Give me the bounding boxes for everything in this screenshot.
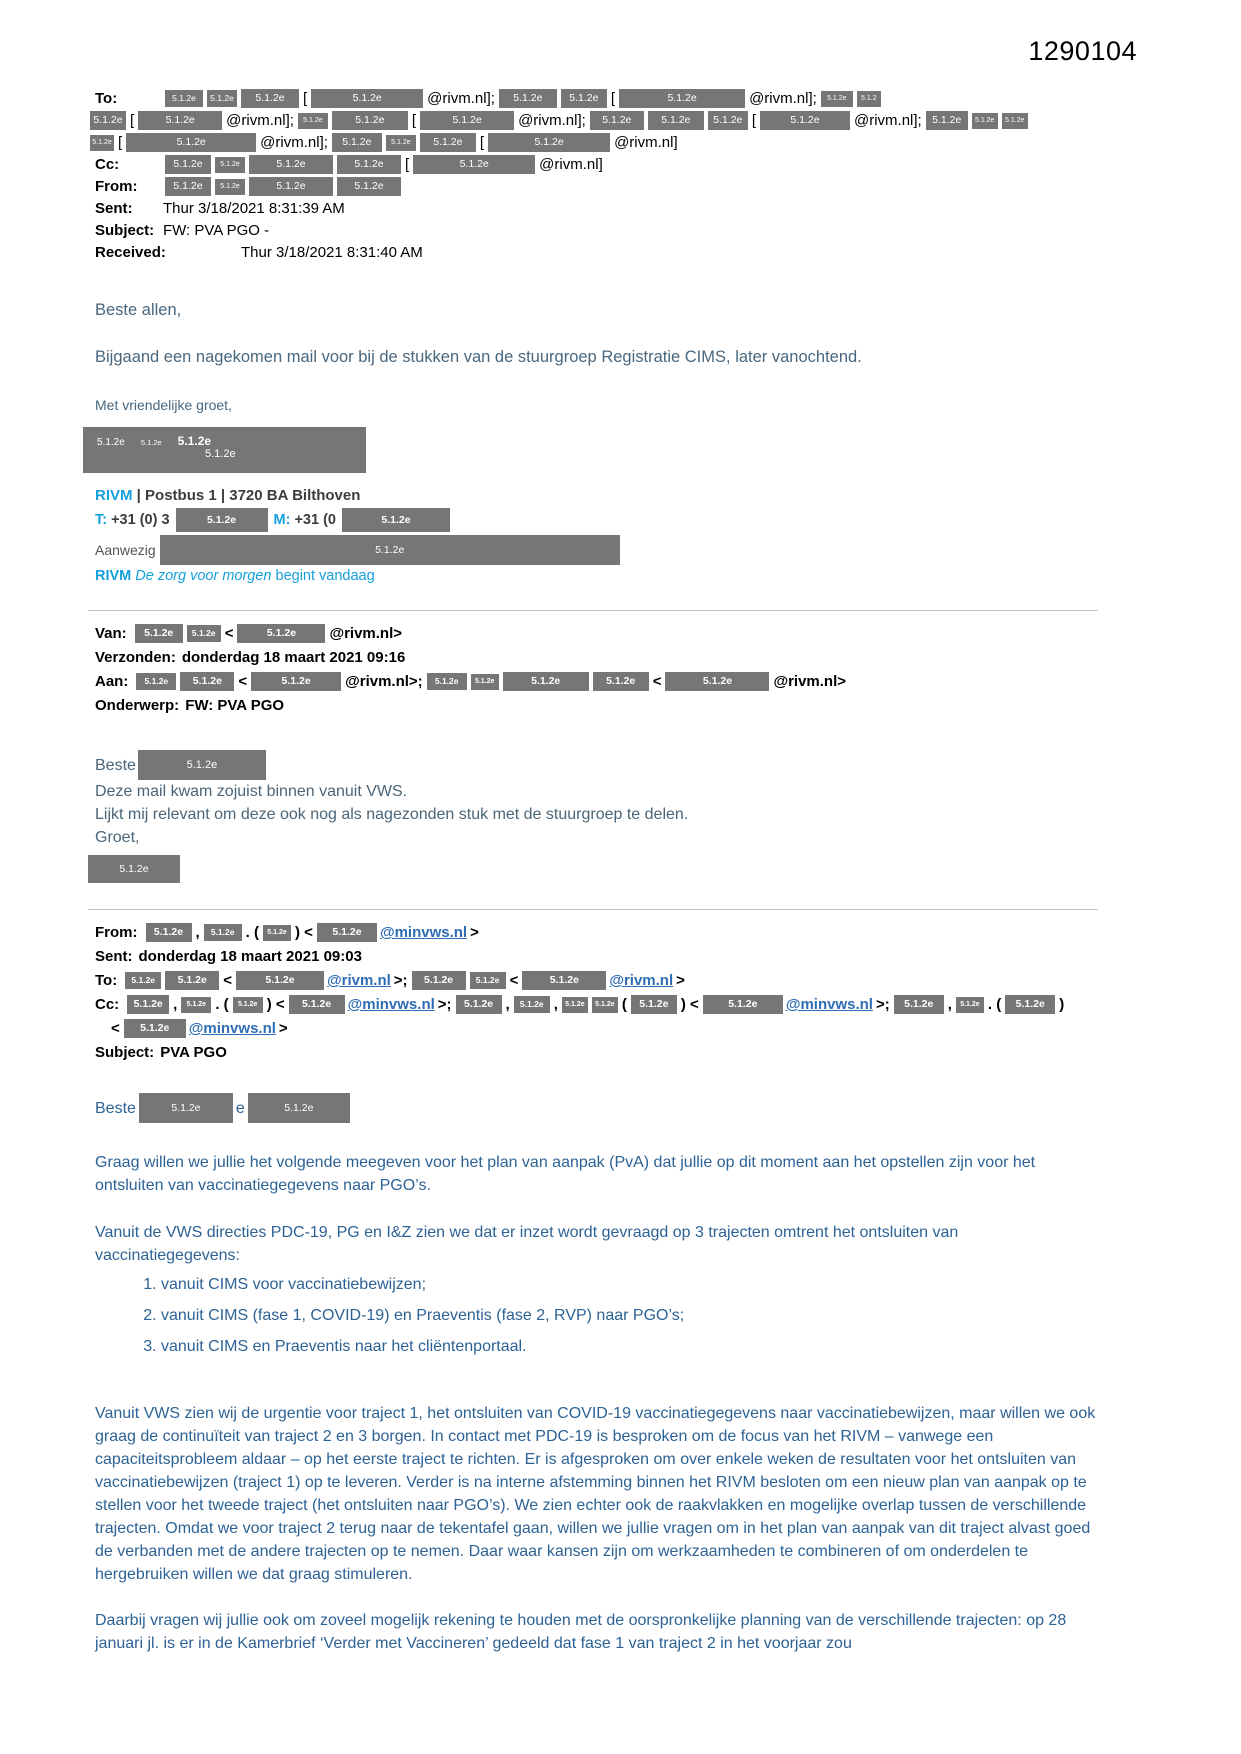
- header-row-to: [95, 970, 1181, 991]
- header-text: @rivm.nl];: [749, 90, 817, 107]
- redaction-chip: 5.1.2e: [165, 971, 219, 990]
- header-text: <: [238, 673, 248, 690]
- redaction-chip: 5.1.2e: [332, 111, 408, 130]
- header-row-to-cont: [88, 132, 1181, 153]
- email-address-link[interactable]: @minvws.nl: [379, 924, 468, 941]
- header-text: [: [118, 134, 123, 151]
- header-text: >;: [437, 996, 452, 1013]
- header-text: ): [1059, 996, 1065, 1013]
- redaction-chip-signature: 5.1.2e: [88, 855, 180, 883]
- redaction-chip: 5.1.2e: [135, 624, 183, 643]
- redaction-label: 5.1.2e: [140, 438, 162, 447]
- redaction-chip: 5.1.2e: [180, 672, 234, 691]
- header-row-sent: [95, 946, 1181, 967]
- redaction-chip: 5.1.2e: [136, 673, 176, 690]
- redaction-chip: 5.1.2e: [337, 155, 401, 174]
- header-text: @rivm.nl];: [260, 134, 328, 151]
- redaction-chip: 5.1.2e: [237, 624, 325, 643]
- email-address-link[interactable]: @minvws.nl: [785, 996, 873, 1013]
- redaction-chip: 5.1.2e: [165, 90, 203, 107]
- redaction-chip: 5.1.2e: [127, 995, 169, 1014]
- email2-closing: Groet,: [95, 829, 140, 846]
- header-row-cc: [95, 154, 1181, 175]
- redaction-chip: 5.1.2e: [181, 997, 211, 1013]
- email3-paragraph: Daarbij vragen wij jullie ook om zoveel mogelijk rekening te houden met de oorspronkelijke planning van de verschillende trajecten: op 28 januari jl. is er in de Kamerbrief ‘Verder met Vaccineren’ gedeeld dat fase 1 van traject 2 in het voorjaar zou: [95, 1612, 1067, 1652]
- redaction-chip: 5.1.2e: [590, 111, 644, 130]
- phone-m-value: +31 (0: [294, 512, 336, 528]
- redaction-chip: 5.1.2e: [956, 997, 984, 1013]
- header-text: <: [652, 673, 662, 690]
- email1-greeting: Beste allen,: [95, 301, 182, 319]
- header-row-received: [95, 242, 1181, 263]
- redaction-chip: 5.1.2e: [241, 89, 299, 108]
- list-item-text: vanuit CIMS en Praeventis naar het cliëntenportaal.: [161, 1338, 527, 1355]
- subject-label: Subject:: [95, 1044, 155, 1061]
- header-text: [: [405, 156, 410, 173]
- redaction-chip: 5.1.2e: [665, 672, 769, 691]
- from-label: From:: [95, 178, 138, 195]
- header-text: ) <: [266, 996, 285, 1013]
- redaction-label: 5.1.2e: [97, 437, 125, 448]
- header-text: @rivm.nl>;: [345, 673, 423, 690]
- email3-greeting: [95, 1093, 1100, 1123]
- tagline-italic: De zorg voor morgen: [135, 568, 272, 584]
- redaction-chip: 5.1.2e: [760, 111, 850, 130]
- header-text: @rivm.nl];: [226, 112, 294, 129]
- redaction-chip: 5.1.2e: [187, 625, 221, 642]
- redaction-chip: 5.1.2e: [471, 674, 499, 690]
- header-text: >: [278, 1020, 288, 1037]
- redaction-chip: 5.1.2e: [522, 971, 606, 990]
- redaction-chip: 5.1.2e: [90, 111, 126, 130]
- header-text: @rivm.nl>: [773, 673, 847, 690]
- org-address: | Postbus 1 | 3720 BA Bilthoven: [136, 487, 361, 504]
- redaction-chip: 5.1.2e: [298, 113, 328, 129]
- cc-recipients-line2: [109, 1019, 290, 1038]
- onderwerp-label: Onderwerp:: [95, 697, 180, 714]
- email-2: [95, 623, 1181, 883]
- header-text: [: [130, 112, 135, 129]
- redaction-chip: 5.1.2e: [821, 91, 853, 107]
- header-text: [: [303, 90, 308, 107]
- email3-paragraph: Vanuit de VWS directies PDC-19, PG en I&Z zien we dat er inzet wordt gevraagd op 3 trajecten omtrent het ontsluiten van vaccinatiegegevens:: [95, 1224, 959, 1264]
- email2-line: Deze mail kwam zojuist binnen vanuit VWS.: [95, 783, 408, 800]
- header-text: (: [621, 996, 627, 1013]
- email3-paragraph: Graag willen we jullie het volgende meegeven voor het plan van aanpak (PvA) dat jullie op dit moment aan het opstellen zijn voor het ontsluiten van vaccinatiegegevens naar PGO’s.: [95, 1154, 1036, 1194]
- header-text: [: [479, 134, 485, 151]
- redaction-chip: 5.1.2e: [631, 995, 677, 1014]
- redaction-chip: 5.1.2e: [124, 1019, 186, 1038]
- sent-label: Sent:: [95, 948, 133, 965]
- email-1: [92, 88, 1181, 584]
- email2-greeting: [95, 750, 1181, 780]
- redaction-chip: 5.1.2e: [386, 135, 416, 151]
- redaction-chip: 5.1.2e: [317, 923, 377, 942]
- aan-label: Aan:: [95, 673, 129, 690]
- verzonden-value: donderdag 18 maart 2021 09:16: [181, 649, 406, 666]
- signature-tagline: [95, 568, 1181, 584]
- redaction-chip: 5.1.2e: [470, 972, 506, 989]
- header-text: @rivm.nl>: [329, 625, 403, 642]
- redaction-chip: 5.1.2e: [708, 111, 748, 130]
- header-row-from: [95, 922, 1181, 943]
- header-row-from: [95, 176, 1181, 197]
- to-recipients: [123, 971, 687, 990]
- header-text: . (: [987, 996, 1002, 1013]
- header-text: ) <: [680, 996, 699, 1013]
- redaction-chip: 5.1.2e: [233, 997, 263, 1013]
- header-text: @rivm.nl];: [853, 112, 922, 129]
- redaction-label: 5.1.2e: [205, 448, 236, 460]
- list-item: [161, 1273, 1181, 1296]
- email1-closing: Met vriendelijke groet,: [95, 397, 232, 413]
- redaction-chip: 5.1.2e: [420, 133, 476, 152]
- redaction-chip: 5.1.2e: [90, 135, 114, 151]
- cc-label: Cc:: [95, 156, 120, 173]
- cc-recipients: [163, 155, 605, 174]
- header-text: >;: [875, 996, 890, 1013]
- header-text: <: [224, 625, 234, 642]
- redaction-chip: 5.1.2e: [703, 995, 783, 1014]
- redaction-chip: 5.1.2e: [562, 997, 588, 1013]
- redaction-chip: 5.1.2e: [248, 1093, 350, 1123]
- header-text: . (: [245, 924, 260, 941]
- header-text: @rivm.nl];: [518, 112, 586, 129]
- greeting-prefix: Beste: [95, 756, 136, 774]
- header-row-cc-cont: [109, 1018, 1181, 1039]
- greeting-prefix: Beste: [95, 1099, 136, 1117]
- header-row-verzonden: [95, 647, 1181, 668]
- header-row-subject: [95, 220, 1181, 241]
- header-text: >;: [393, 972, 408, 989]
- redaction-chip: 5.1.2e: [420, 111, 514, 130]
- redaction-chip: 5.1.2e: [561, 89, 607, 108]
- list-item: [161, 1304, 1181, 1327]
- onderwerp-value: FW: PVA PGO: [185, 697, 285, 714]
- van-label: Van:: [95, 625, 127, 642]
- to-recipients-line2: [88, 111, 1030, 130]
- redaction-chip: 5.1.2e: [1002, 113, 1028, 129]
- email-divider: [88, 610, 1098, 611]
- email-divider: [88, 909, 1098, 910]
- header-text: >: [470, 924, 479, 941]
- header-text: ,: [553, 996, 558, 1013]
- redaction-chip: 5.1.2e: [251, 672, 341, 691]
- sent-label: Sent:: [95, 200, 133, 217]
- redaction-chip: 5.1.2e: [146, 923, 192, 942]
- redaction-chip: 5.1.2e: [592, 997, 618, 1013]
- redaction-chip: 5.1.2e: [311, 89, 423, 108]
- redaction-block-row: [83, 448, 366, 466]
- to-label: To:: [95, 90, 118, 107]
- email3-paragraph: Vanuit VWS zien wij de urgentie voor traject 1, het ontsluiten van COVID-19 vaccinatiegegevens naar vaccinatiebewijzen, maar willen we ook graag de continuïteit van traject 2 en 3 borgen. In contact met PDC-19 is besproken om de focus van het RIVM – vanwege een capaciteitsprobleem aldaar – op het eerste traject te richten. Er is afgesproken om over enkele weken de resultaten voor het ontsluiten van vaccinatiebewijzen (traject 1) op te leveren. Verder is na interne afstemming binnen het RIVM besloten om een nieuw plan van aanpak op te stellen voor het tweede traject (het ontsluiten naar PGO’s). We zien echter ook de raakvlakken en mogelijke overlap tussen de verschillende trajecten. Omdat we voor traject 2 terug naar de tekentafel gaan, willen we jullie vragen om in het plan van aanpak van dit traject alvast goed de verbanden met de andere trajecten op te nemen. Daar waar kansen zijn om werkzaamheden te combineren of om onderdelen te hergebruiken willen we dat graag stimuleren.: [95, 1405, 1096, 1583]
- redaction-chip: 5.1.2e: [488, 133, 610, 152]
- redaction-chip: 5.1.2e: [619, 89, 745, 108]
- sent-value: Thur 3/18/2021 8:31:39 AM: [163, 200, 345, 217]
- redaction-chip: 5.1.2e: [412, 971, 466, 990]
- document-number: 1290104: [1028, 36, 1137, 66]
- redaction-chip: 5.1.2e: [138, 111, 222, 130]
- redaction-chip: 5.1.2e: [332, 133, 382, 152]
- list-item: [161, 1335, 1181, 1358]
- header-text: ,: [505, 996, 510, 1013]
- redaction-chip: 5.1.2e: [499, 89, 557, 108]
- redaction-chip: 5.1.2e: [337, 177, 401, 196]
- to-label: To:: [95, 972, 118, 989]
- phone-m-label: M:: [273, 512, 291, 528]
- redaction-chip: 5.1.2: [857, 91, 881, 107]
- header-row-cc: [95, 994, 1181, 1015]
- redaction-chip: 5.1.2e: [972, 113, 998, 129]
- email-address-link[interactable]: @minvws.nl: [347, 996, 435, 1013]
- redaction-chip: 5.1.2e: [648, 111, 704, 130]
- header-row-to-cont: [88, 110, 1181, 131]
- redaction-chip: 5.1.2e: [138, 750, 266, 780]
- availability-label: Aanwezig: [95, 542, 156, 558]
- header-text: [: [751, 112, 756, 129]
- redaction-chip: 5.1.2e: [125, 972, 161, 989]
- redaction-chip: 5.1.2e: [160, 535, 620, 565]
- from-sender: [144, 923, 481, 942]
- redaction-block-row: [83, 427, 366, 448]
- header-text: @rivm.nl]: [539, 156, 603, 173]
- redaction-chip: 5.1.2e: [289, 995, 345, 1014]
- rivm-brand: RIVM: [95, 487, 133, 504]
- received-label: Received:: [95, 244, 166, 261]
- redaction-chip: 5.1.2e: [427, 673, 467, 690]
- header-text: @rivm.nl];: [427, 90, 495, 107]
- redaction-chip: 5.1.2e: [126, 133, 256, 152]
- cc-recipients-line1: [125, 995, 1066, 1014]
- redaction-chip: 5.1.2e: [263, 925, 291, 941]
- rivm-brand: RIVM: [95, 568, 132, 584]
- header-text: ) <: [295, 924, 313, 941]
- header-text: ,: [173, 996, 178, 1013]
- to-recipients-line1: [163, 89, 883, 108]
- email-address-link[interactable]: @rivm.nl: [609, 972, 674, 989]
- subject-value: FW: PVA PGO -: [163, 222, 270, 239]
- redaction-chip: 5.1.2e: [342, 508, 450, 532]
- header-text: [: [610, 90, 616, 107]
- redaction-chip: 5.1.2e: [1005, 995, 1055, 1014]
- redaction-chip: 5.1.2e: [514, 996, 550, 1013]
- redaction-chip: 5.1.2e: [207, 90, 237, 107]
- header-row-subject: [95, 1042, 1181, 1063]
- subject-value: PVA PGO: [160, 1044, 227, 1061]
- email1-paragraph: Bijgaand een nagekomen mail voor bij de stukken van de stuurgroep Registratie CIMS, later vanochtend.: [95, 348, 862, 366]
- redaction-chip: 5.1.2e: [215, 179, 245, 195]
- phone-t-label: T:: [95, 512, 108, 528]
- header-text: >: [676, 972, 685, 989]
- email-address-link[interactable]: @minvws.nl: [188, 1020, 276, 1037]
- header-text: <: [111, 1020, 120, 1037]
- from-sender: [163, 177, 403, 196]
- header-row-sent: [95, 198, 1181, 219]
- signature-availability-line: [95, 535, 1181, 565]
- list-item-text: vanuit CIMS (fase 1, COVID-19) en Praeventis (fase 2, RVP) naar PGO’s;: [161, 1307, 685, 1324]
- sent-value: donderdag 18 maart 2021 09:03: [138, 948, 362, 965]
- header-row-aan: [95, 671, 1181, 692]
- van-sender: [133, 624, 404, 643]
- traject-list: [95, 1273, 1181, 1358]
- redaction-chip: 5.1.2e: [165, 155, 211, 174]
- redaction-chip: 5.1.2e: [926, 111, 968, 130]
- email-3: [95, 922, 1181, 1655]
- redaction-label: 5.1.2e: [177, 434, 212, 448]
- header-text: [: [411, 112, 417, 129]
- redaction-chip: 5.1.2e: [456, 995, 502, 1014]
- redaction-chip: 5.1.2e: [593, 672, 649, 691]
- subject-label: Subject:: [95, 222, 155, 239]
- email-address-link[interactable]: @rivm.nl: [326, 972, 391, 989]
- redaction-chip: 5.1.2e: [236, 971, 324, 990]
- from-label: From:: [95, 924, 138, 941]
- redaction-chip: 5.1.2e: [176, 508, 268, 532]
- header-row-van: [95, 623, 1181, 644]
- signature-org-line: [95, 487, 1181, 504]
- redaction-chip: 5.1.2e: [139, 1093, 233, 1123]
- header-text: . (: [215, 996, 229, 1013]
- signature-phone-line: [95, 508, 1181, 532]
- header-text: <: [223, 972, 232, 989]
- email2-line: Lijkt mij relevant om deze ook nog als nagezonden stuk met de stuurgroep te delen.: [95, 806, 689, 823]
- redaction-chip: 5.1.2e: [249, 155, 333, 174]
- phone-t-value: +31 (0) 3: [111, 512, 170, 528]
- to-recipients-line3: [88, 133, 680, 152]
- redaction-chip: 5.1.2e: [204, 924, 242, 941]
- header-text: <: [509, 972, 519, 989]
- aan-recipients: [134, 672, 848, 691]
- redaction-block-signature-name: [83, 427, 366, 473]
- redaction-chip: 5.1.2e: [249, 177, 333, 196]
- tagline-rest: begint vandaag: [275, 568, 375, 584]
- greeting-mid: e: [235, 1099, 245, 1117]
- redaction-chip: 5.1.2e: [215, 157, 245, 173]
- received-value: Thur 3/18/2021 8:31:40 AM: [241, 244, 423, 261]
- list-item-text: vanuit CIMS voor vaccinatiebewijzen;: [161, 1276, 427, 1293]
- redaction-chip: 5.1.2e: [165, 177, 211, 196]
- header-text: ,: [195, 924, 200, 941]
- header-row-to: [95, 88, 1181, 109]
- header-text: ,: [947, 996, 952, 1013]
- header-text: @rivm.nl]: [614, 134, 678, 151]
- redaction-chip: 5.1.2e: [894, 995, 944, 1014]
- redaction-chip: 5.1.2e: [503, 672, 589, 691]
- redaction-chip: 5.1.2e: [413, 155, 535, 174]
- verzonden-label: Verzonden:: [95, 649, 176, 666]
- cc-label: Cc:: [95, 996, 120, 1013]
- header-row-onderwerp: [95, 695, 1181, 716]
